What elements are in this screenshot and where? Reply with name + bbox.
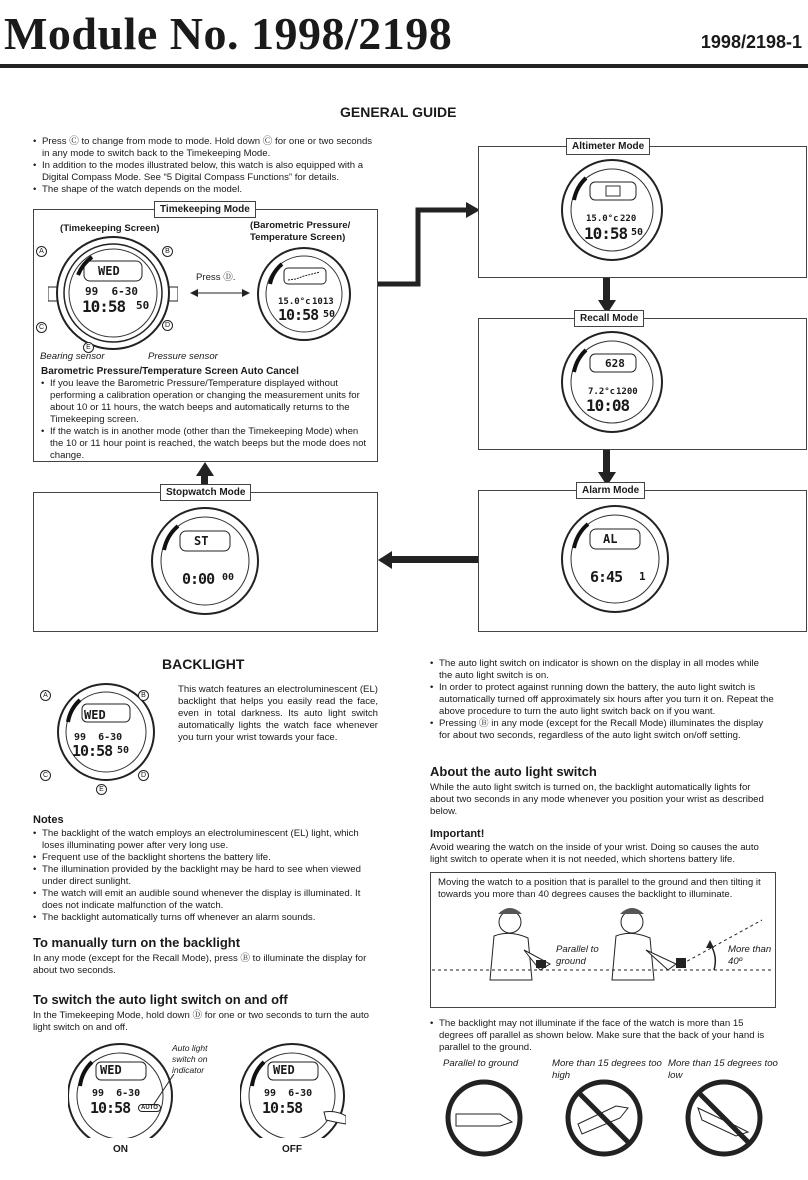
tilt-figure-caption: Moving the watch to a position that is parallel to the ground and then tilting it towards you more than 40 degrees causes the backlight to illuminate. (438, 877, 761, 900)
baro-seconds-display: 50 (323, 309, 336, 320)
page-title: Module No. 1998/2198 (4, 8, 453, 59)
position-too-high-icon (564, 1078, 644, 1158)
about-auto-text: While the auto light switch is turned on, the backlight automatically lights for about two seconds in any mode whenever you position your wrist as described below. (430, 782, 764, 817)
alarm-watch-illustration (560, 504, 670, 614)
stopwatch-fraction-display: 00 (222, 572, 235, 583)
button-d[interactable]: D (138, 770, 149, 781)
baro-hpa-display: 1013 (312, 297, 334, 307)
guide-bullet: • In addition to the modes illustrated below, this watch is also equipped with a Digital Compass Mode. See “5 Digital Compass Functions” for details. (33, 160, 379, 184)
tk-seconds-display: 50 (136, 299, 150, 312)
header-rule (0, 64, 808, 68)
auto-indicator: AUTO (138, 1104, 161, 1112)
document-code: 1998/2198-1 (700, 32, 802, 52)
altimeter-mode-label: Altimeter Mode (566, 138, 650, 155)
alt-seconds-display: 50 (631, 227, 644, 238)
manual-backlight-text: In any mode (except for the Recall Mode), press Ⓑ to illuminate the display for about two seconds. (33, 953, 367, 976)
recall-day-display: 628 (605, 357, 625, 370)
bl-time-display: 10:58 (72, 742, 113, 760)
position-1-label: Parallel to ground (443, 1058, 519, 1069)
baro-watch-illustration (256, 246, 352, 342)
position-3-label: More than 15 degrees too low (668, 1058, 778, 1081)
notes-list (33, 828, 379, 924)
baro-screen-label: (Barometric Pressure/ Temperature Screen) (250, 220, 351, 243)
recall-temp-display: 7.2°c (588, 387, 616, 397)
stopwatch-top-display: ST (194, 534, 209, 548)
alt-time-display: 10:58 (584, 224, 628, 243)
flow-arrow-right-icon (378, 200, 480, 290)
last-bullet: • The backlight may not illuminate if the face of the watch is more than 15 degrees off parallel as shown below. Make sure that the back of your hand is parallel to the ground. (430, 1018, 774, 1054)
right-bullet: • The auto light switch on indicator is shown on the display in all modes while the auto light switch is on. (430, 658, 774, 682)
position-too-low-icon (684, 1078, 764, 1158)
alarm-top-display: AL (603, 532, 618, 546)
double-arrow-icon (190, 286, 250, 300)
tk-day-display: WED (98, 264, 120, 278)
notes-title: Notes (33, 814, 64, 826)
note-item: • Frequent use of the backlight shortens the battery life. (33, 852, 379, 864)
button-e[interactable]: E (96, 784, 107, 795)
guide-bullets (33, 136, 379, 196)
backlight-title: BACKLIGHT (162, 656, 245, 672)
indicator-pointer-icon (150, 1074, 180, 1108)
bl-seconds-display: 50 (117, 745, 130, 756)
alt-value-display: 220 (620, 214, 637, 224)
note-item: • The illumination provided by the backlight may be hard to see when viewed under direct sunlight. (33, 864, 379, 888)
important-title: Important! (430, 828, 485, 840)
pressure-sensor-label: Pressure sensor (148, 351, 218, 362)
position-ok-icon (444, 1078, 524, 1158)
button-a[interactable]: A (40, 690, 51, 701)
auto-cancel-bullets (41, 378, 371, 462)
note-item: • The backlight automatically turns off whenever an alarm sounds. (33, 912, 379, 924)
on-date-display: 99 6-30 (92, 1088, 141, 1099)
switch-auto-text: In the Timekeeping Mode, hold down Ⓓ for one or two seconds to turn the auto light switch on and off. (33, 1010, 369, 1033)
alt-temp-display: 15.0°c (586, 214, 619, 224)
baro-temp-display: 15.0°c (278, 297, 311, 307)
off-date-display: 99 6-30 (264, 1088, 313, 1099)
stopwatch-watch-illustration (150, 506, 260, 616)
important-text: Avoid wearing the watch on the inside of your wrist. Doing so causes the auto light switch to operate when it is not needed, which shortens battery life. (430, 842, 759, 865)
alarm-mode-label: Alarm Mode (576, 482, 645, 499)
guide-bullet: • The shape of the watch depends on the model. (33, 184, 379, 196)
auto-cancel-bullet: • If the watch is in another mode (other than the Timekeeping Mode) when the 10 or 11 hour point is reached, the watch beeps but the mode does not change. (41, 426, 371, 462)
manual-backlight-title: To manually turn on the backlight (33, 935, 241, 950)
button-a[interactable]: A (36, 246, 47, 257)
more-40-label: More than 40º (728, 944, 772, 967)
on-day-display: WED (100, 1063, 122, 1077)
timekeeping-mode-label: Timekeeping Mode (154, 201, 256, 218)
flow-arrow-left-icon (378, 551, 480, 569)
stopwatch-mode-label: Stopwatch Mode (160, 484, 251, 501)
alarm-time-display: 6:45 (590, 568, 623, 586)
on-time-display: 10:58 (90, 1099, 131, 1117)
auto-cancel-title: Barometric Pressure/Temperature Screen Auto Cancel (41, 366, 299, 377)
recall-watch-illustration (560, 330, 664, 434)
right-bullet: • In order to protect against running down the battery, the auto light switch is automatically turned off approximately six hours after you turn it on. Repeat the above procedure to turn the auto light switch back on if you want. (430, 682, 774, 718)
position-2-label: More than 15 degrees too high (552, 1058, 662, 1081)
altimeter-watch-illustration (560, 158, 664, 262)
auto-cancel-bullet: • If you leave the Barometric Pressure/Temperature displayed without performing a calibration operation or changing the measurement units for about 10 or 11 hours, the watch beeps and automatically returns to the Timekeeping screen. (41, 378, 371, 426)
right-bullet: • Pressing Ⓑ in any mode (except for the Recall Mode) illuminates the display for about two seconds, regardless of the auto light switch on/off setting. (430, 718, 774, 742)
stopwatch-time-display: 0:00 (182, 570, 215, 588)
parallel-label: Parallel to ground (556, 944, 599, 967)
auto-indicator-label: Auto light switch on indicator (172, 1043, 208, 1075)
bl-date-display: 99 6-30 (74, 732, 123, 743)
backlight-intro: This watch features an electroluminescent (EL) backlight that helps you easily read the face, even in total darkness. Its auto light switch automatically lights the watch face whenever you turn your wrist towards your face. (178, 684, 378, 743)
last-bullet-list (430, 1018, 774, 1054)
recall-time-display: 10:08 (586, 396, 630, 415)
note-item: • The backlight of the watch employs an electroluminescent (EL) light, which loses illuminating power after very long use. (33, 828, 379, 852)
bearing-sensor-label: Bearing sensor (40, 351, 105, 362)
switch-auto-title: To switch the auto light switch on and off (33, 992, 288, 1007)
tk-time-display: 10:58 (82, 297, 126, 316)
baro-time-display: 10:58 (278, 306, 319, 324)
bl-day-display: WED (84, 708, 106, 722)
off-time-display: 10:58 (262, 1099, 303, 1117)
button-b[interactable]: B (162, 246, 173, 257)
guide-bullet: • Press Ⓒ to change from mode to mode. Hold down Ⓒ for one or two seconds in any mode to switch back to the Timekeeping Mode. (33, 136, 379, 160)
recall-mode-label: Recall Mode (574, 310, 644, 327)
button-b[interactable]: B (138, 690, 149, 701)
on-label: ON (113, 1144, 128, 1155)
timekeeping-screen-label: (Timekeeping Screen) (60, 223, 160, 234)
right-bullets (430, 658, 774, 742)
tk-date-display: 99 6-30 (85, 285, 138, 298)
button-c[interactable]: C (40, 770, 51, 781)
button-e[interactable]: E (83, 342, 94, 353)
off-day-display: WED (273, 1063, 295, 1077)
off-label: OFF (282, 1144, 302, 1155)
note-item: • The watch will emit an audible sound whenever the display is illuminated. It does not indicate malfunction of the watch. (33, 888, 379, 912)
button-d[interactable]: D (162, 320, 173, 331)
about-auto-title: About the auto light switch (430, 764, 597, 779)
button-c[interactable]: C (36, 322, 47, 333)
general-guide-title: GENERAL GUIDE (340, 104, 457, 120)
recall-value-display: 1200 (616, 387, 638, 397)
press-d-label: Press Ⓓ. (196, 272, 236, 283)
alarm-number-display: 1 (639, 570, 646, 583)
